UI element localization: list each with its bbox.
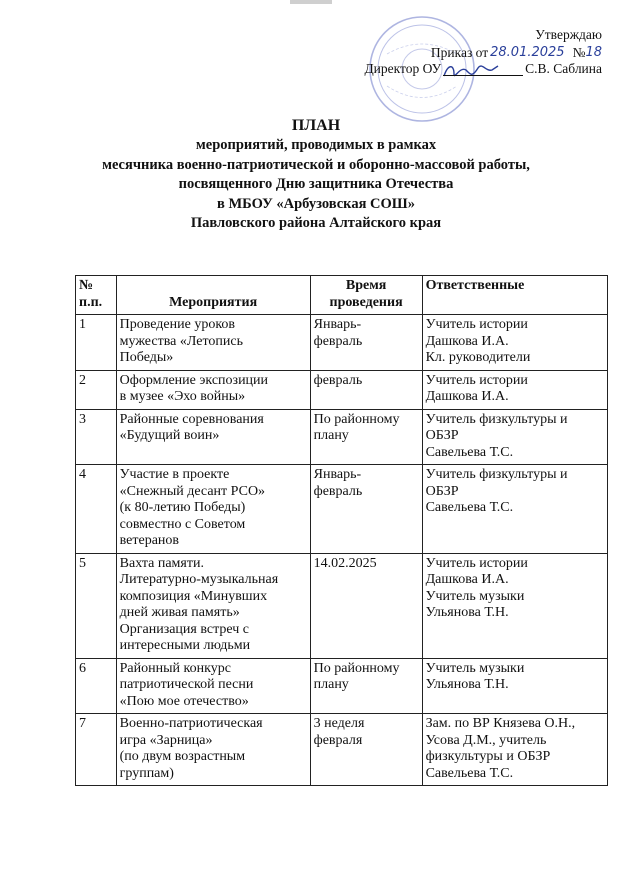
table-header-row (76, 276, 608, 315)
header-events: Мероприятия (116, 276, 310, 315)
top-edge-bar (290, 0, 332, 4)
header-time: Время проведения (310, 276, 422, 315)
order-prefix: Приказ от (430, 45, 489, 60)
plan-heading: ПЛАН (291, 117, 341, 134)
title-line: месячника военно-патриотической и оборонно-массовой работы, (102, 156, 530, 173)
approval-block (364, 27, 602, 76)
cell-number: 7 (76, 714, 117, 786)
cell-event: Районный конкурс патриотической песни «Пою мое отечество» (116, 658, 310, 714)
cell-time: Январь- февраль (310, 315, 422, 371)
cell-number: 6 (76, 658, 117, 714)
cell-number: 1 (76, 315, 117, 371)
director-label: Директор ОУ (364, 61, 442, 76)
table-row (76, 714, 608, 786)
cell-event: Вахта памяти. Литературно-музыкальная композиция «Минувших дней живая память» Организация встреч с интересными людьми (116, 553, 310, 658)
title-line: посвященного Дню защитника Отечества (178, 176, 454, 192)
cell-responsible: Учитель музыки Ульянова Т.Н. (422, 658, 607, 714)
cell-number: 4 (76, 465, 117, 554)
order-date: 28.01.2025 (490, 45, 565, 60)
cell-time: По районному плану (310, 658, 422, 714)
order-number: 18 (585, 45, 602, 60)
cell-number: 5 (76, 553, 117, 658)
title-line: Павловского района Алтайского края (190, 215, 442, 231)
cell-time: февраль (310, 370, 422, 409)
cell-event: Проведение уроков мужества «Летопись Победы» (116, 315, 310, 371)
signature-line (443, 63, 523, 76)
cell-responsible: Зам. по ВР Князева О.Н., Усова Д.М., учитель физкультуры и ОБЗР Савельева Т.С. (422, 714, 607, 786)
title-line: в МБОУ «Арбузовская СОШ» (217, 195, 415, 212)
table-row (76, 409, 608, 465)
cell-event: Военно-патриотическая игра «Зарница» (по двум возрастным группам) (116, 714, 310, 786)
table-row (76, 465, 608, 554)
cell-number: 2 (76, 370, 117, 409)
table-row (76, 370, 608, 409)
cell-time: 14.02.2025 (310, 553, 422, 658)
table-row (76, 315, 608, 371)
table-row (76, 658, 608, 714)
header-responsible: Ответственные (422, 276, 607, 315)
approve-word: Утверждаю (535, 27, 602, 42)
cell-event: Оформление экспозиции в музее «Эхо войны» (116, 370, 310, 409)
cell-responsible: Учитель физкультуры и ОБЗР Савельева Т.С. (422, 465, 607, 554)
table-row (76, 553, 608, 658)
director-name: С.В. Саблина (525, 61, 602, 76)
order-number-sign: № (572, 45, 586, 60)
cell-number: 3 (76, 409, 117, 465)
cell-event: Районные соревнования «Будущий воин» (116, 409, 310, 465)
cell-responsible: Учитель истории Дашкова И.А. Кл. руководители (422, 315, 607, 371)
cell-time: 3 неделя февраля (310, 714, 422, 786)
header-number: № п.п. (76, 276, 117, 315)
events-table (75, 275, 608, 786)
cell-time: По районному плану (310, 409, 422, 465)
cell-responsible: Учитель истории Дашкова И.А. (422, 370, 607, 409)
cell-event: Участие в проекте «Снежный десант РСО» (к 80-летию Победы) совместно с Советом ветеранов (116, 465, 310, 554)
document-title (0, 116, 632, 234)
title-line: мероприятий, проводимых в рамках (195, 137, 437, 153)
cell-responsible: Учитель истории Дашкова И.А. Учитель музыки Ульянова Т.Н. (422, 553, 607, 658)
cell-responsible: Учитель физкультуры и ОБЗР Савельева Т.С. (422, 409, 607, 465)
cell-time: Январь- февраль (310, 465, 422, 554)
